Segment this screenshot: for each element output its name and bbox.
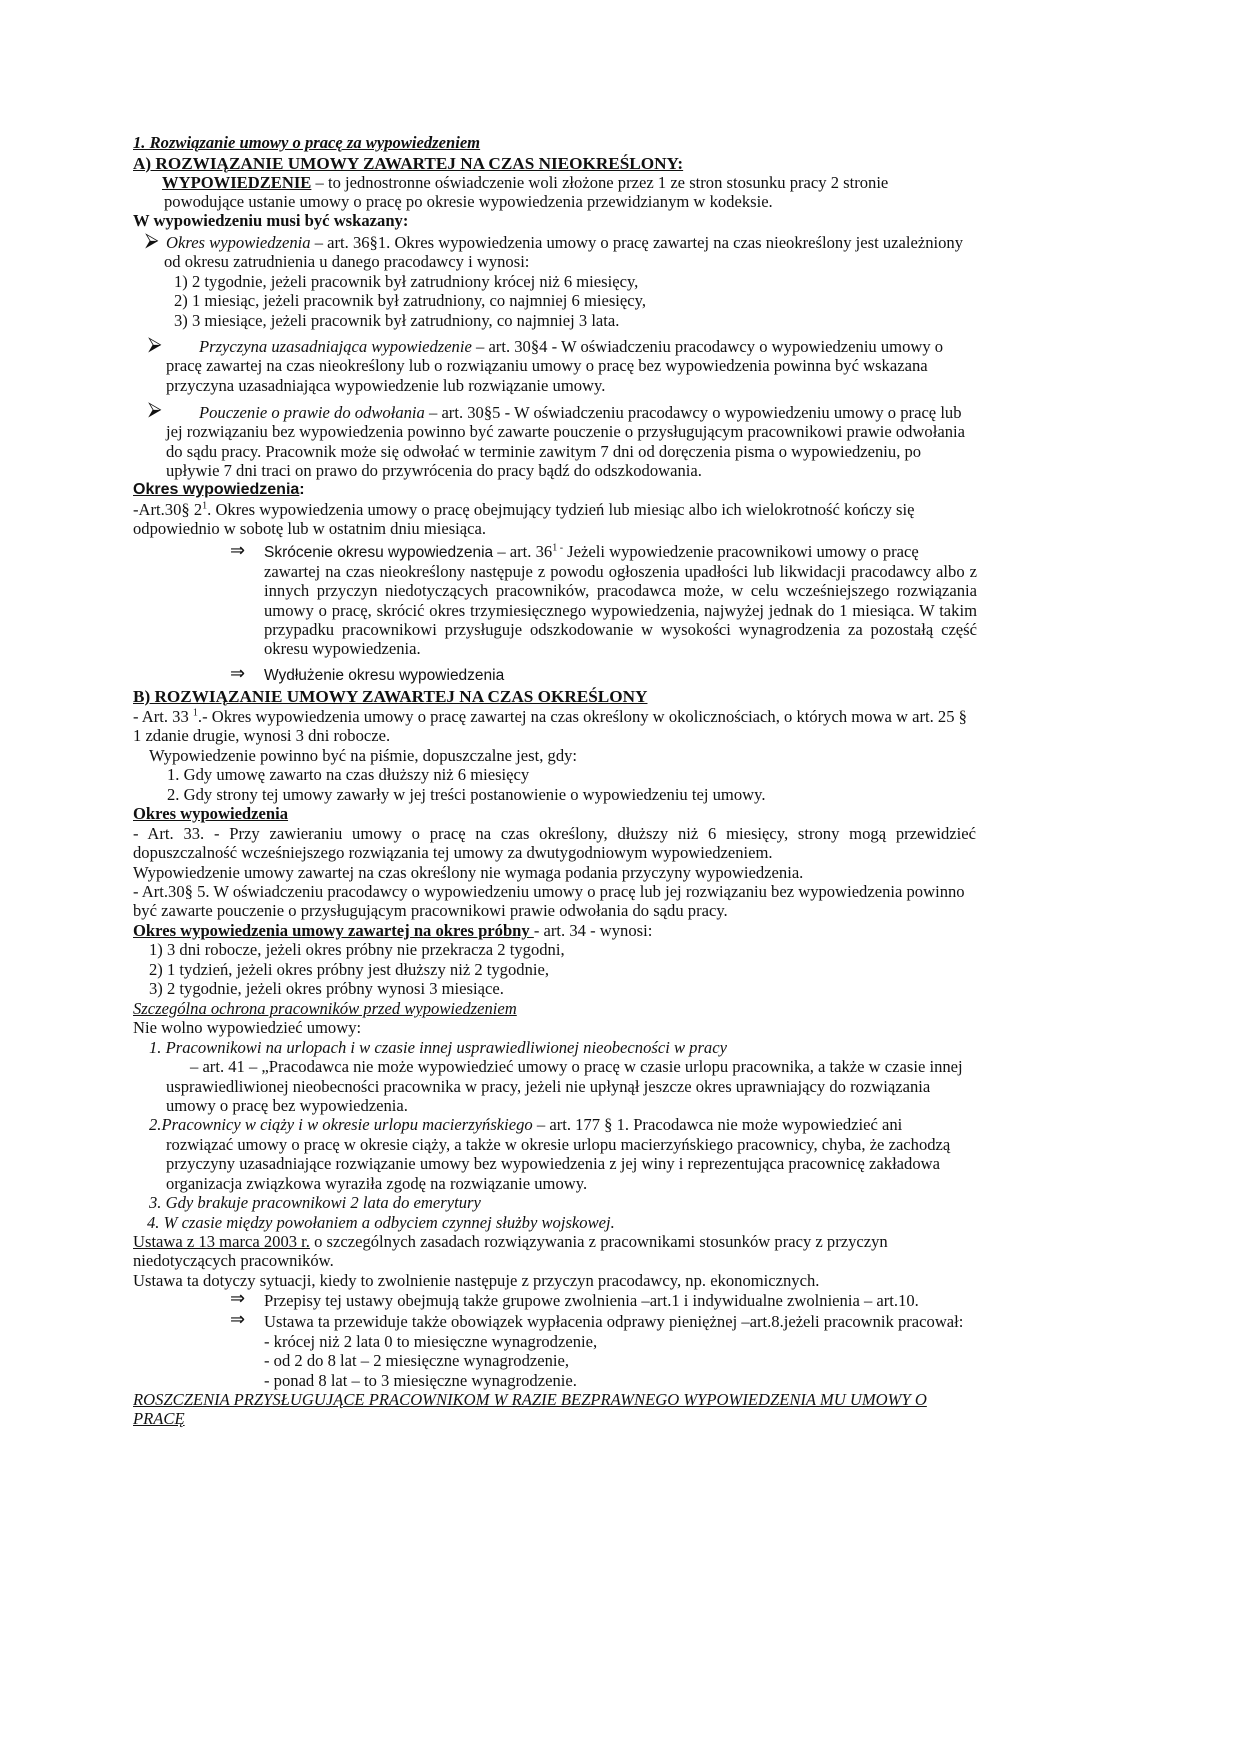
art-33-1-cont: 1 zdanie drugie, wynosi 3 dni robocze. [133,726,391,745]
section-b-okres-heading: Okres wypowiedzenia [133,804,289,823]
pouczenie-cont: jej rozwiązaniu bez wypowiedzenia powinno być zawarte pouczenie o przysługującym pracownikowi prawie odwołania [166,422,965,441]
odprawa-item: - ponad 8 lat – to 3 miesięczne wynagrodzenie. [264,1371,577,1390]
przyczyna-cont: pracę zawartej na czas nieokreślony lub o rozwiązaniu umowy o pracę bez wypowiedzenia powinna być wskazana [166,356,928,375]
pouczenie-item: Pouczenie o prawie do odwołania – art. 30§5 - W oświadczeniu pracodawcy o wypowiedzeniu umowy o pracę lub [199,403,962,422]
roszczenia-heading-cont: PRACĘ [133,1409,185,1428]
probny-heading: Okres wypowiedzenia umowy zawartej na okres próbny - art. 34 - wynosi: [133,921,653,940]
ustawa-arrow-item: Przepisy tej ustawy obejmują także grupowe zwolnienia –art.1 i indywidualne zwolnienia – art.10. [264,1291,919,1310]
implies-arrow-icon: ⇒ [230,1288,246,1309]
art-30-2-paragraph: -Art.30§ $2^1$. Okres wypowiedzenia umowy o pracę obejmujący tydzień lub miesiąc albo ich wielokrotność kończy się [133,500,915,519]
probny-item: 2) 1 tydzień, jeżeli okres próbny jest dłuższy niż 2 tygodnie, [149,960,549,979]
wypowiedzenie-definition-cont: powodujące ustanie umowy o pracę po okresie wypowiedzenia przewidzianym w kodeksie. [164,192,773,211]
art-33-paragraph: - Art. 33. - Przy zawieraniu umowy o pracę na czas określony, dłuższy niż 6 miesięcy, strony mogą przewidzieć [133,824,976,843]
okres-wypowiedzenia-item: Okres wypowiedzenia – art. 36§1. Okres wypowiedzenia umowy o pracę zawartej na czas nieokreślony jest uzależniony [166,233,964,252]
probny-item: 1) 3 dni robocze, jeżeli okres próbny nie przekracza 2 tygodni, [149,940,565,959]
okres-item: 2) 1 miesiąc, jeżeli pracownik był zatrudniony, co najmniej 6 miesięcy, [174,291,646,310]
triangle-bullet-icon: ⮚ [148,333,162,355]
okres-wypowiedzenia-cont: od okresu zatrudnienia u danego pracodawcy i wynosi: [164,252,530,271]
okres-item: 1) 2 tygodnie, jeżeli pracownik był zatrudniony krócej niż 6 miesięcy, [174,272,639,291]
ochrona-point-text: – art. 41 – „Pracodawca nie może wypowiedzieć umowy o pracę w czasie urlopu pracownika, a także w czasie innej [190,1057,963,1076]
no-reason-line: Wypowiedzenie umowy zawartej na czas określony nie wymaga podania przyczyny wypowiedzenia. [133,863,804,882]
ochrona-intro: Nie wolno wypowiedzieć umowy: [133,1018,362,1037]
triangle-bullet-icon: ⮚ [148,398,162,420]
skrocenie-cont: przypadku pracownikowi przysługuje odszkodowanie w wysokości wynagrodzenia za pozostałą część [264,620,977,639]
ochrona-point-text: usprawiedliwionej nieobecności pracownika w pracy, jeżeli nie upłynął jeszcze okres uprawniający do rozwiązania [166,1077,931,1096]
skrocenie-cont: okresu wypowiedzenia. [264,639,421,658]
ochrona-point-4: 4. W czasie między powołaniem a odbyciem czynnej służby wojskowej. [147,1213,615,1232]
ochrona-point-text: organizacja związkowa wyraziła zgodę na rozwiązanie umowy. [166,1174,588,1193]
odprawa-item: - krócej niż 2 lata 0 to miesięczne wynagrodzenie, [264,1332,598,1351]
probny-item: 3) 2 tygodnie, jeżeli okres próbny wynosi 3 miesiące. [149,979,504,998]
skrocenie-cont: zawartej na czas nieokreślony następuje z powodu ogłoszenia upadłości lub likwidacji pracodawcy albo z [264,562,977,581]
art-30-2-cont: odpowiednio w sobotę lub w ostatnim dniu miesiąca. [133,519,487,538]
ochrona-point-title: 1. Pracownikowi na urlopach i w czasie innej usprawiedliwionej nieobecności w pracy [149,1038,727,1057]
okres-wypowiedzenia-heading: Okres wypowiedzenia: [133,481,305,498]
ustawa-cont: niedotyczących pracowników. [133,1251,334,1270]
pismo-line: Wypowiedzenie powinno być na piśmie, dopuszczalne jest, gdy: [149,746,578,765]
ustawa-paragraph: Ustawa z 13 marca 2003 r. o szczególnych zasadach rozwiązywania z pracownikami stosunków pracy z przyczyn [133,1232,888,1251]
art-33-cont: dopuszczalność wcześniejszego rozwiązania tej umowy za dwutygodniowym wypowiedzeniem. [133,843,773,862]
pismo-item: 2. Gdy strony tej umowy zawarły w jej treści postanowienie o wypowiedzeniu tej umowy. [167,785,766,804]
must-indicate-heading: W wypowiedzeniu musi być wskazany: [133,211,409,230]
pismo-item: 1. Gdy umowę zawarto na czas dłuższy niż 6 miesięcy [167,765,530,784]
implies-arrow-icon: ⇒ [230,540,246,561]
implies-arrow-icon: ⇒ [230,663,246,684]
ustawa-arrow-item: Ustawa ta przewiduje także obowiązek wypłacenia odprawy pieniężnej –art.8.jeżeli pracownik pracował: [264,1312,964,1331]
skrocenie-item: Skrócenie okresu wypowiedzenia – art. $36^{1 -}$ Jeżeli wypowiedzenie pracownikowi umowy o pracę [264,542,919,561]
ochrona-heading: Szczególna ochrona pracowników przed wypowiedzeniem [133,999,517,1018]
okres-item: 3) 3 miesiące, jeżeli pracownik był zatrudniony, co najmniej 3 lata. [174,311,620,330]
przyczyna-cont: przyczyna uzasadniająca wypowiedzenie lub rozwiązanie umowy. [166,376,606,395]
document-title: 1. Rozwiązanie umowy o pracę za wypowiedzeniem [133,133,481,152]
triangle-bullet-icon: ⮚ [145,229,159,251]
art-30-5-paragraph: - Art.30§ 5. W oświadczeniu pracodawcy o wypowiedzeniu umowy o pracę lub jej rozwiązaniu bez wypowiedzenia powinno [133,882,965,901]
pouczenie-cont: do sądu pracy. Pracownik może się odwołać w terminie zawitym 7 dni od doręczenia pisma o wypowiedzeniu, po [166,442,922,461]
section-a-heading: A) ROZWIĄZANIE UMOWY ZAWARTEJ NA CZAS NIEOKREŚLONY: [133,154,684,173]
ustawa-cont: Ustawa ta dotyczy sytuacji, kiedy to zwolnienie następuje z przyczyn pracodawcy, np. ekonomicznych. [133,1271,820,1290]
skrocenie-cont: innych przyczyn niedotyczących pracowników, pracodawca może, w celu wcześniejszego rozwiązania [264,581,977,600]
skrocenie-cont: umowy o pracę, skrócić okres trzymiesięcznego wypowiedzenia, najwyżej jednak do 1 miesiąca. W takim [264,601,977,620]
roszczenia-heading: ROSZCZENIA PRZYSŁUGUJĄCE PRACOWNIKOM W RAZIE BEZPRAWNEGO WYPOWIEDZENIA MU UMOWY O [133,1390,927,1409]
art-33-1-paragraph: - Art. 33 $^1$.- Okres wypowiedzenia umowy o pracę zawartej na czas określony w okolicznościach, o których mowa w art. 25 § [133,707,967,726]
ochrona-point-3: 3. Gdy brakuje pracownikowi 2 lata do emerytury [149,1193,481,1212]
odprawa-item: - od 2 do 8 lat – 2 miesięczne wynagrodzenie, [264,1351,570,1370]
art-30-5-cont: być zawarte pouczenie o przysługującym pracownikowi prawie odwołania do sądu pracy. [133,901,728,920]
przyczyna-item: Przyczyna uzasadniająca wypowiedzenie – art. 30§4 - W oświadczeniu pracodawcy o wypowiedzeniu umowy o [199,337,944,356]
section-b-heading: B) ROZWIĄZANIE UMOWY ZAWARTEJ NA CZAS OKREŚLONY [133,687,648,706]
wydluzenie-item: Wydłużenie okresu wypowiedzenia [264,667,505,684]
implies-arrow-icon: ⇒ [230,1309,246,1330]
ochrona-point-text: umowy o pracę bez wypowiedzenia. [166,1096,408,1115]
ochrona-point-text: rozwiązać umowy o pracę w okresie ciąży, a także w okresie urlopu macierzyńskiego pracownicy, chyba, że zachodzą [166,1135,951,1154]
pouczenie-cont: upływie 7 dni traci on prawo do przywrócenia do pracy bądź do odszkodowania. [166,461,702,480]
ochrona-point-2: 2.Pracownicy w ciąży i w okresie urlopu macierzyńskiego – art. 177 § 1. Pracodawca nie może wypowiedzieć ani [149,1115,903,1134]
wypowiedzenie-definition: WYPOWIEDZENIE – to jednostronne oświadczenie woli złożone przez 1 ze stron stosunku pracy 2 stronie [162,173,889,192]
ochrona-point-text: przyczyny uzasadniające rozwiązanie umowy bez wypowiedzenia z jej winy i reprezentująca pracownicę zakładowa [166,1154,940,1173]
